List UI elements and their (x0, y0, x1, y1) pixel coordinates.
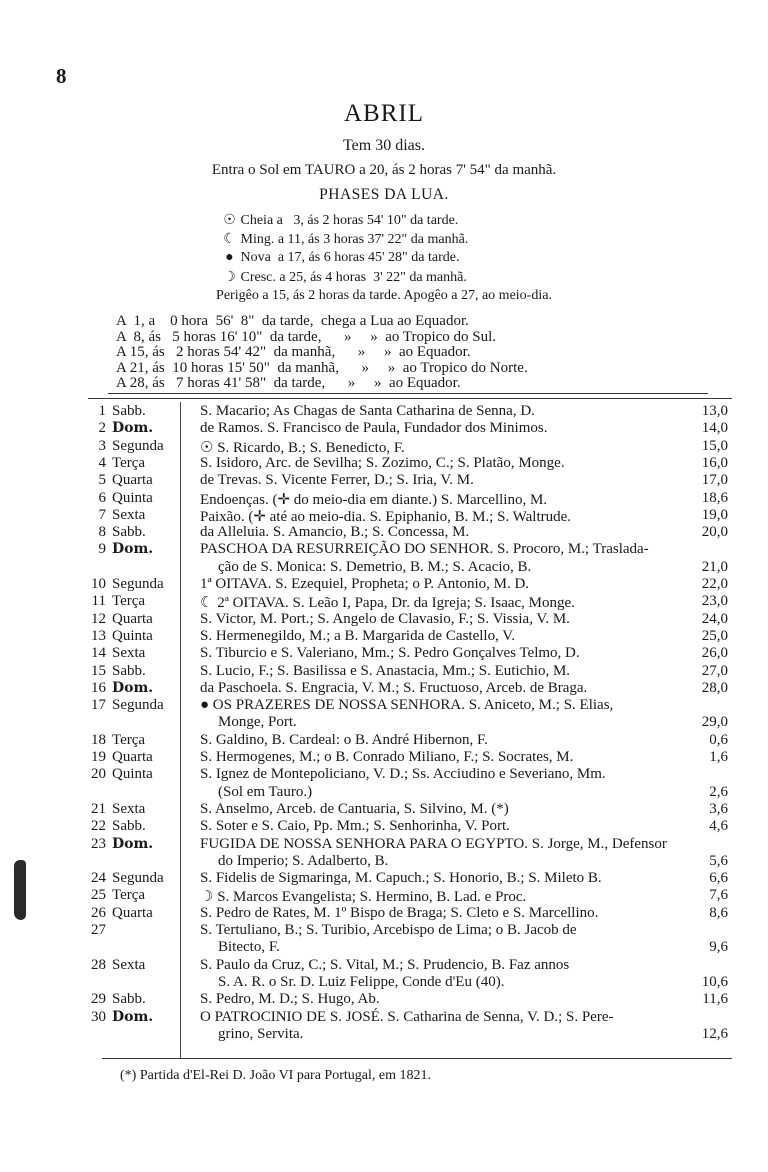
saint-entry: da Paschoela. S. Engracia, V. M.; S. Fructuoso, Arceb. de Braga. (200, 679, 588, 696)
weekday-name: Sexta (112, 800, 146, 817)
tide-hour: 27,0 (701, 662, 728, 679)
day-number: 7 (98, 506, 106, 523)
weekday-name: Quinta (112, 766, 153, 783)
phases-heading: PHASES DA LUA. (319, 186, 449, 203)
weekday-name: Quarta (112, 904, 153, 921)
phase-text: Cheia a 3, ás 2 horas 54' 10" da tarde. (237, 213, 459, 228)
weekday-name: Segunda (112, 870, 164, 887)
tide-hour: 10,6 (701, 973, 728, 990)
new-moon-icon: ● (225, 250, 234, 265)
tide-hour: 18,6 (701, 489, 728, 506)
day-number: 21 (91, 800, 106, 817)
tide-hour: 9,6 (709, 939, 728, 956)
day-number: 1 (98, 403, 106, 419)
saint-entry: S. A. R. o Sr. D. Luiz Felippe, Conde d'Eu (40). (218, 973, 505, 990)
weekday-name: Sabb. (112, 818, 146, 835)
saint-entry: Monge, Port. (218, 714, 297, 731)
tide-hour: 16,0 (701, 454, 728, 471)
tide-hour: 19,0 (701, 506, 728, 523)
saint-entry: ☾ 2ª OITAVA. S. Leão I, Papa, Dr. da Igreja; S. Isaac, Monge. (200, 595, 575, 612)
tide-hour: 4,6 (709, 818, 728, 835)
saint-entry: ☽ S. Marcos Evangelista; S. Hermino, B. Lad. e Proc. (200, 889, 527, 906)
tide-hour: 17,0 (701, 472, 728, 489)
day-number: 29 (91, 991, 106, 1008)
saint-entry: Bitecto, F. (218, 939, 280, 956)
saint-entry: ção de S. Monica: S. Demetrio, B. M.; S. Acacio, B. (218, 558, 532, 575)
saint-entry: S. Hermogenes, M.; o B. Conrado Miliano, F.; S. Socrates, M. (200, 749, 574, 765)
saint-entry: S. Lucio, F.; S. Basilissa e S. Anastacia, Mm.; S. Eutichio, M. (200, 662, 571, 679)
saint-entry: do Imperio; S. Adalberto, B. (218, 852, 389, 869)
tide-hour: 11,6 (702, 991, 728, 1008)
tide-hour: 13,0 (701, 403, 728, 419)
weekday-name: Sabb. (112, 662, 146, 679)
saint-entry: ☉ S. Ricardo, B.; S. Benedicto, F. (200, 439, 405, 456)
day-number: 19 (91, 749, 106, 765)
weekday-name: Dom. (112, 420, 154, 437)
day-number: 30 (91, 1008, 106, 1025)
tide-hour: 26,0 (701, 645, 728, 662)
day-number: 2 (98, 420, 106, 437)
weekday-name: Terça (112, 593, 146, 610)
moon-position-row: A 15, ás 2 horas 54' 42" da manhã, » » ao Equador. (116, 344, 471, 360)
saint-entry: S. Paulo da Cruz, C.; S. Vital, M.; S. Prudencio, B. Faz annos (200, 956, 570, 973)
saint-entry: O PATROCINIO DE S. JOSÉ. S. Catharina de Senna, V. D.; S. Pere- (200, 1008, 614, 1025)
tide-hour: 0,6 (709, 731, 728, 748)
day-number: 22 (91, 818, 106, 835)
day-number: 14 (91, 645, 106, 662)
day-number: 23 (91, 835, 106, 852)
day-number: 11 (91, 593, 106, 610)
day-number: 18 (91, 731, 106, 748)
day-number: 24 (91, 870, 106, 887)
saint-entry: S. Galdino, B. Cardeal: o B. André Hibernon, F. (200, 731, 488, 748)
weekday-name: Sexta (112, 645, 146, 662)
tide-hour: 12,6 (701, 1025, 728, 1042)
saint-entry: S. Ignez de Montepoliciano, V. D.; Ss. Acciudino e Severiano, Mm. (200, 766, 606, 783)
weekday-name: Terça (112, 731, 146, 748)
tide-hour: 21,0 (701, 558, 728, 575)
weekday-name: Quarta (112, 749, 153, 765)
weekday-name: Segunda (112, 576, 164, 592)
day-number: 8 (98, 524, 106, 541)
saint-entry: grino, Servita. (218, 1025, 304, 1042)
tide-hour: 8,6 (709, 904, 728, 921)
phase-text: Cresc. a 25, ás 4 horas 3' 22" da manhã. (237, 270, 467, 285)
tide-hour: 3,6 (709, 800, 728, 817)
weekday-name: Sabb. (112, 991, 146, 1008)
saint-entry: S. Tiburcio e S. Valeriano, Mm.; S. Pedro Gonçalves Telmo, D. (200, 645, 580, 662)
saint-entry: S. Isidoro, Arc. de Sevilha; S. Zozimo, C.; S. Platão, Monge. (200, 454, 565, 471)
saint-entry: Endoenças. (✛ do meio-dia em diante.) S. Marcellino, M. (200, 491, 548, 508)
tide-hour: 1,6 (709, 749, 728, 765)
day-number: 25 (91, 887, 106, 904)
tide-hour: 5,6 (709, 852, 728, 869)
tide-hour: 20,0 (701, 524, 728, 541)
tide-hour: 25,0 (701, 627, 728, 644)
day-number: 12 (91, 610, 106, 627)
tide-hour: 14,0 (701, 420, 728, 437)
weekday-name: Quinta (112, 627, 153, 644)
tide-hour: 6,6 (709, 870, 728, 887)
weekday-name: Dom. (112, 679, 154, 696)
day-number: 15 (91, 662, 106, 679)
first-quarter-icon: ☽ (223, 270, 236, 285)
day-number: 28 (91, 956, 106, 973)
phase-row (222, 250, 459, 266)
saint-entry: S. Tertuliano, B.; S. Turibio, Arcebispo de Lima; o B. Jacob de (200, 922, 577, 938)
phase-text: Ming. a 11, ás 3 horas 37' 22" da manhã. (237, 232, 469, 247)
saint-entry: Paixão. (✛ até ao meio-dia. S. Epiphanio, B. M.; S. Waltrude. (200, 508, 572, 525)
tide-hour: 7,6 (709, 887, 728, 904)
day-number: 16 (91, 679, 106, 696)
day-number: 13 (91, 627, 106, 644)
weekday-name: Quarta (112, 610, 153, 627)
moon-position-row: A 1, a 0 hora 56' 8" da tarde, chega a Lua ao Equador. (116, 313, 469, 329)
sun-entry: Entra o Sol em TAURO a 20, ás 2 horas 7' 54" da manhã. (211, 162, 557, 178)
weekday-name: Dom. (112, 1008, 154, 1025)
saint-entry: S. Hermenegildo, M.; a B. Margarida de Castello, V. (200, 627, 515, 644)
weekday-name: Segunda (112, 697, 164, 714)
saint-entry: FUGIDA DE NOSSA SENHORA PARA O EGYPTO. S. Jorge, M., Defensor (200, 835, 667, 852)
day-number: 26 (91, 904, 106, 921)
saint-entry: de Trevas. S. Vicente Ferrer, D.; S. Iria, V. M. (200, 472, 474, 489)
ink-blot (14, 860, 26, 920)
month-title: ABRIL (344, 100, 424, 127)
moon-position-row: A 28, ás 7 horas 41' 58" da tarde, » » ao Equador. (116, 375, 461, 391)
saint-entry: 1ª OITAVA. S. Ezequiel, Propheta; o P. Antonio, M. D. (200, 576, 530, 592)
day-number: 9 (98, 541, 106, 558)
day-number: 27 (91, 922, 106, 938)
divider-bottom (102, 1058, 732, 1059)
phase-row (222, 269, 467, 286)
phase-row (222, 231, 468, 248)
phase-row (222, 212, 458, 229)
tide-hour: 28,0 (701, 679, 728, 696)
weekday-name: Sexta (112, 506, 146, 523)
weekday-name: Dom. (112, 541, 154, 558)
weekday-name: Quarta (112, 472, 153, 489)
phase-text: Nova a 17, ás 6 horas 45' 28" da tarde. (237, 250, 460, 265)
saint-entry: S. Anselmo, Arceb. de Cantuaria, S. Silvino, M. (*) (200, 800, 509, 817)
saint-entry: PASCHOA DA RESURREIÇÃO DO SENHOR. S. Procoro, M.; Traslada- (200, 541, 649, 558)
tide-hour: 2,6 (709, 783, 728, 800)
saint-entry: S. Pedro de Rates, M. 1º Bispo de Braga; S. Cleto e S. Marcellino. (200, 904, 599, 921)
moon-position-row: A 21, ás 10 horas 15' 50" da manhã, » » ao Tropico do Norte. (116, 359, 528, 376)
days-count: Tem 30 dias. (343, 137, 425, 154)
tide-hour: 29,0 (701, 714, 728, 731)
page-number: 8 (56, 64, 67, 88)
saint-entry: de Ramos. S. Francisco de Paula, Fundador dos Minimos. (200, 420, 548, 437)
saint-entry: S. Macario; As Chagas de Santa Catharina de Senna, D. (200, 403, 535, 419)
divider-top (108, 393, 708, 394)
tide-hour: 24,0 (701, 610, 728, 627)
divider-top-2 (88, 398, 732, 399)
day-number: 6 (98, 489, 106, 506)
weekday-name: Dom. (112, 835, 154, 852)
perigee-apogee: Perigêo a 15, ás 2 horas da tarde. Apogêo a 27, ao meio-dia. (216, 288, 552, 303)
weekday-name: Sabb. (112, 403, 146, 419)
saint-entry: S. Fidelis de Sigmaringa, M. Capuch.; S. Honorio, B.; S. Mileto B. (200, 870, 602, 887)
weekday-name: Segunda (112, 437, 164, 454)
saint-entry: da Alleluia. S. Amancio, B.; S. Concessa, M. (200, 524, 470, 541)
day-number: 20 (91, 766, 106, 783)
tide-hour: 15,0 (701, 437, 728, 454)
full-moon-icon: ☉ (223, 213, 236, 228)
day-number: 10 (91, 576, 106, 592)
day-number: 5 (98, 472, 106, 489)
weekday-name: Terça (112, 887, 146, 904)
weekday-name: Terça (112, 454, 146, 471)
weekday-name: Sexta (112, 956, 146, 973)
tide-hour: 23,0 (701, 593, 728, 610)
saint-entry: (Sol em Tauro.) (218, 783, 313, 800)
moon-position-row: A 8, ás 5 horas 16' 10" da tarde, » » ao Tropico do Sul. (116, 328, 497, 345)
day-number: 3 (98, 437, 106, 454)
column-divider (180, 402, 181, 1058)
weekday-name: Sabb. (112, 524, 146, 541)
saint-entry: ● OS PRAZERES DE NOSSA SENHORA. S. Aniceto, M.; S. Elias, (200, 697, 614, 714)
footnote: (*) Partida d'El-Rei D. João VI para Portugal, em 1821. (120, 1068, 431, 1083)
saint-entry: S. Pedro, M. D.; S. Hugo, Ab. (200, 991, 380, 1008)
day-number: 4 (98, 454, 106, 471)
day-number: 17 (91, 697, 106, 714)
saint-entry: S. Soter e S. Caio, Pp. Mm.; S. Senhorinha, V. Port. (200, 818, 510, 835)
saint-entry: S. Victor, M. Port.; S. Angelo de Clavasio, F.; S. Vissia, V. M. (200, 610, 570, 627)
weekday-name: Quinta (112, 489, 153, 506)
tide-hour: 22,0 (701, 576, 728, 592)
last-quarter-icon: ☾ (223, 232, 236, 247)
